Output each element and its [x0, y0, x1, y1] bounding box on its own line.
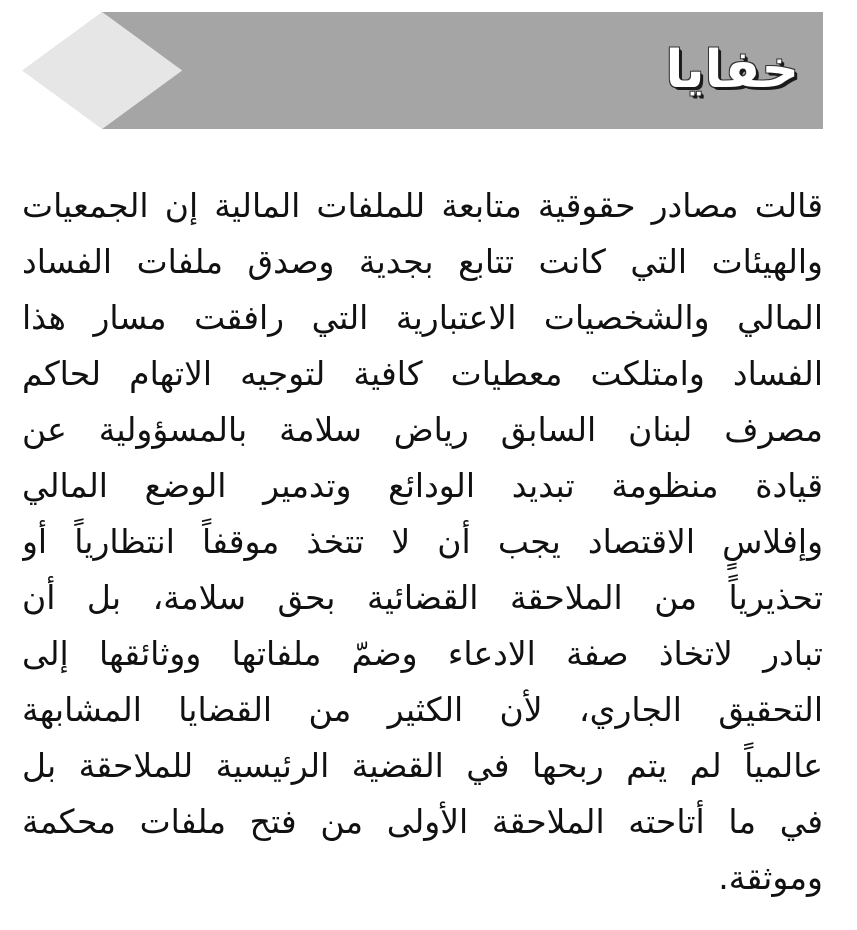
header-banner [22, 12, 823, 129]
article-line: التحقيق الجاري، لأن الكثير من القضايا المشابهة [22, 690, 823, 729]
article-line: عالمياً لم يتم ربحها في القضية الرئيسية للملاحقة بل [22, 746, 823, 785]
article-line: وموثقة. [718, 858, 823, 897]
article-line: مصرف لبنان السابق رياض سلامة بالمسؤولية عن [22, 410, 823, 449]
article-line: قيادة منظومة تبديد الودائع وتدمير الوضع المالي [22, 466, 823, 505]
section-title: خفايا [665, 40, 799, 100]
article-line: الفساد وامتلكت معطيات كافية لتوجيه الاتهام لحاكم [22, 354, 823, 393]
article-line: المالي والشخصيات الاعتبارية التي رافقت مسار هذا [22, 298, 823, 337]
article-line: قالت مصادر حقوقية متابعة للملفات المالية إن الجمعيات [22, 186, 823, 225]
article-line: وإفلاسٍ الاقتصاد يجب أن لا تتخذ موقفاً انتظارياً أو [22, 522, 823, 561]
article-line: تحذيرياً من الملاحقة القضائية بحق سلامة، بل أن [22, 578, 823, 617]
article-body [22, 178, 823, 906]
article-line: في ما أتاحته الملاحقة الأولى من فتح ملفات محكمة [22, 802, 823, 841]
article-line: والهيئات التي كانت تتابع بجدية وصدق ملفات الفساد [22, 242, 823, 281]
article-line: تبادر لاتخاذ صفة الادعاء وضمّ ملفاتها ووثائقها إلى [22, 634, 823, 673]
